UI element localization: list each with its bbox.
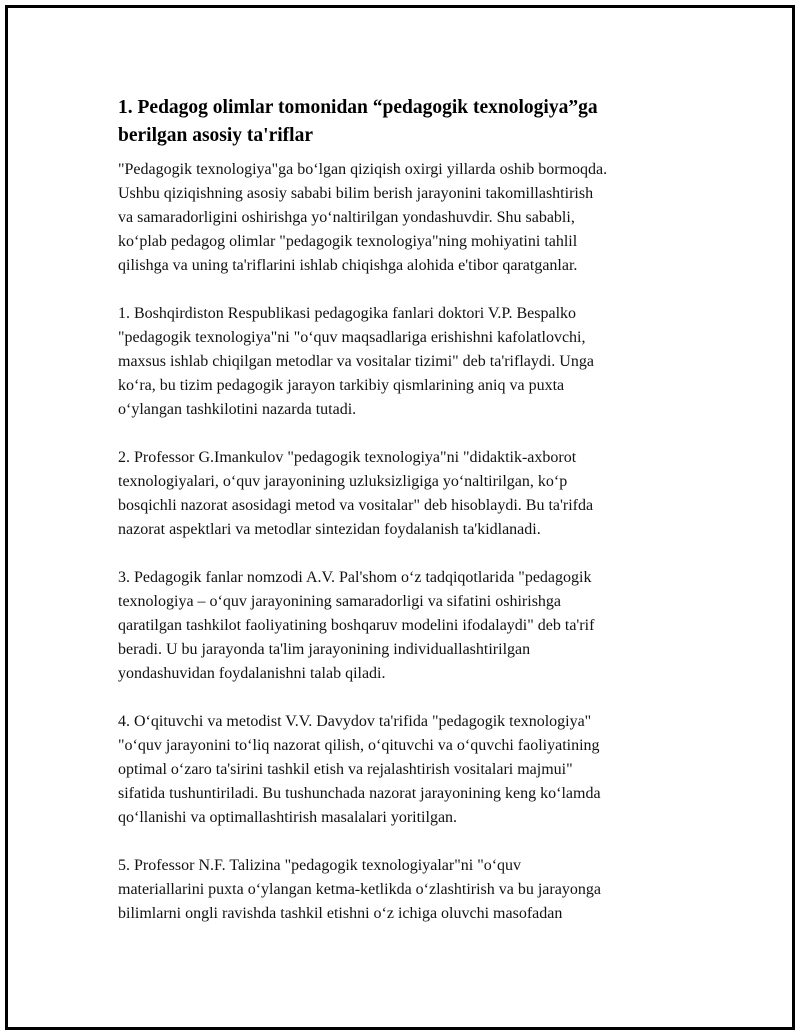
text-line: 2. Professor G.Imankulov "pedagogik texnologiya"ni "didaktik-axborot: [118, 449, 577, 466]
text-line: sifatida tushuntiriladi. Bu tushunchada nazorat jarayonining keng ko‘lamda: [118, 785, 601, 802]
definition-paragraph-bespalko: [118, 302, 698, 422]
text-line: texnologiya – o‘quv jarayonining samaradorligi va sifatini oshirishga: [118, 593, 562, 610]
heading-line: berilgan asosiy ta'riflar: [118, 125, 313, 146]
text-line: yondashuvidan foydalanishni talab qiladi.: [118, 665, 386, 682]
text-line: materiallarini puxta o‘ylangan ketma-ketlikda o‘zlashtirish va bu jarayonga: [118, 881, 601, 898]
text-line: ko‘ra, bu tizim pedagogik jarayon tarkibiy qismlarining aniq va puxta: [118, 377, 565, 394]
text-line: beradi. U bu jarayonda ta'lim jarayonining individuallashtirilgan: [118, 641, 531, 658]
text-line: va samaradorligini oshirishga yo‘naltirilgan yondashuvdir. Shu sababli,: [118, 209, 575, 226]
text-line: texnologiyalari, o‘quv jarayonining uzluksizligiga yo‘naltirilgan, ko‘p: [118, 473, 568, 490]
intro-paragraph: [118, 158, 698, 278]
section-heading: [118, 94, 698, 150]
definition-paragraph-palshom: [118, 566, 698, 686]
text-line: "o‘quv jarayonini to‘liq nazorat qilish, o‘qituvchi va o‘quvchi faoliyatining: [118, 737, 600, 754]
text-line: bosqichli nazorat asosidagi metod va vositalar" deb hisoblaydi. Bu ta'rifda: [118, 497, 594, 514]
text-line: o‘ylangan tashkilotini nazarda tutadi.: [118, 401, 357, 418]
text-line: bilimlarni ongli ravishda tashkil etishni o‘z ichiga oluvchi masofadan: [118, 905, 563, 922]
heading-line: 1. Pedagog olimlar tomonidan “pedagogik texnologiya”ga: [118, 97, 598, 118]
text-line: Ushbu qiziqishning asosiy sababi bilim berish jarayonini takomillashtirish: [118, 185, 594, 202]
document-body: [118, 94, 698, 950]
text-line: 5. Professor N.F. Talizina "pedagogik texnologiyalar"ni "o‘quv: [118, 857, 522, 874]
text-line: "pedagogik texnologiya"ni "o‘quv maqsadlariga erishishni kafolatlovchi,: [118, 329, 586, 346]
text-line: maxsus ishlab chiqilgan metodlar va vositalar tizimi" deb ta'riflaydi. Unga: [118, 353, 594, 370]
text-line: qo‘llanishi va optimallashtirish masalalari yoritilgan.: [118, 809, 458, 826]
definition-paragraph-imankulov: [118, 446, 698, 542]
text-line: optimal o‘zaro ta'sirini tashkil etish va rejalashtirish vositalari majmui": [118, 761, 573, 778]
text-line: 3. Pedagogik fanlar nomzodi A.V. Pal'shom o‘z tadqiqotlarida "pedagogik: [118, 569, 592, 586]
text-line: qilishga va uning ta'riflarini ishlab chiqishga alohida e'tibor qaratganlar.: [118, 257, 578, 274]
definition-paragraph-davydov: [118, 710, 698, 830]
text-line: ko‘plab pedagog olimlar "pedagogik texnologiya"ning mohiyatini tahlil: [118, 233, 578, 250]
text-line: 4. O‘qituvchi va metodist V.V. Davydov ta'rifida "pedagogik texnologiya": [118, 713, 592, 730]
text-line: qaratilgan tashkilot faoliyatining boshqaruv modelini ifodalaydi" deb ta'rif: [118, 617, 595, 634]
definition-paragraph-talizina: [118, 854, 698, 926]
text-line: "Pedagogik texnologiya"ga bo‘lgan qiziqish oxirgi yillarda oshib bormoqda.: [118, 161, 608, 178]
text-line: nazorat aspektlari va metodlar sintezidan foydalanish ta'kidlanadi.: [118, 521, 541, 538]
text-line: 1. Boshqirdiston Respublikasi pedagogika fanlari doktori V.P. Bespalko: [118, 305, 577, 322]
